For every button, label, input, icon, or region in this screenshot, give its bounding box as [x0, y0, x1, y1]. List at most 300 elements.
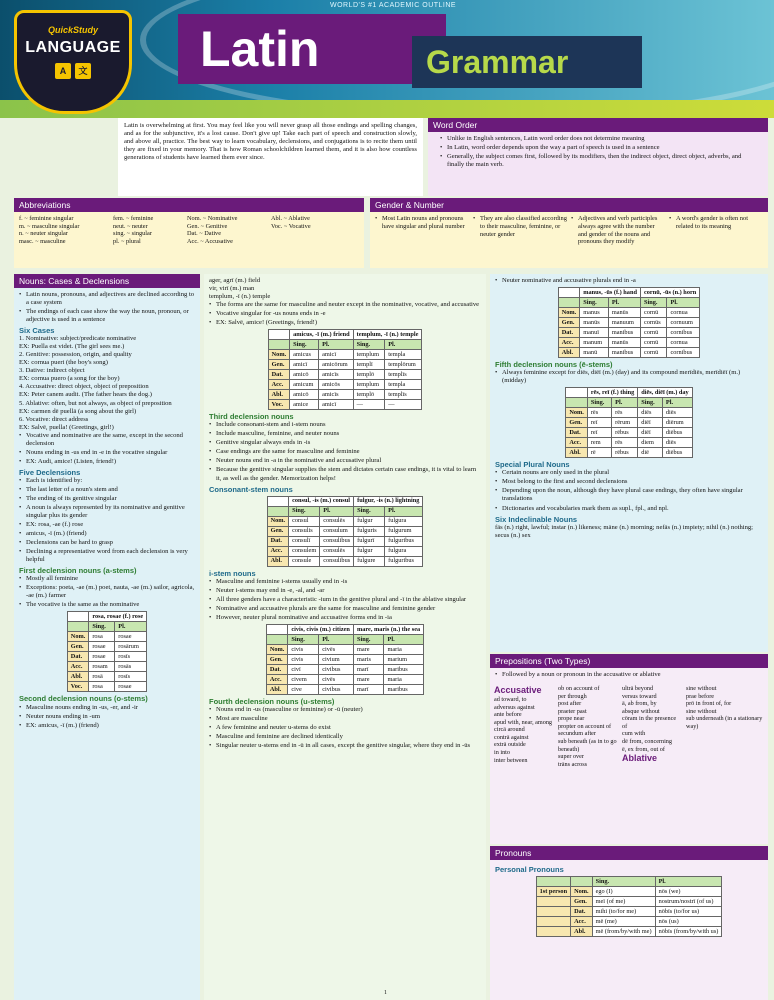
- table-row: [536, 897, 722, 907]
- table-caption: rosa, rosae (f.) rose: [89, 612, 147, 622]
- table-caption-row: [268, 330, 422, 340]
- table-cell: templa: [385, 350, 422, 360]
- table-cell: Abl.: [268, 390, 290, 400]
- table-cell: manus: [580, 308, 609, 318]
- table-cell: cive: [288, 684, 319, 694]
- table-row: [268, 360, 422, 370]
- table-cell: [266, 624, 288, 634]
- text-line: ager, agrī (m.) field: [209, 277, 261, 284]
- table-row: [566, 428, 692, 438]
- table-cell: [268, 330, 290, 340]
- table-row: [266, 674, 423, 684]
- table-cell: Nom.: [267, 516, 289, 526]
- table-cell: Dat.: [558, 328, 580, 338]
- table-cell: [536, 897, 570, 907]
- list-item: • A few feminine and neuter u-stems do exist: [209, 724, 481, 732]
- table-cell: [558, 288, 580, 298]
- table-cell: mē (me): [592, 917, 655, 927]
- text-line: sub beneath (as in to go beneath): [558, 737, 617, 753]
- table-cell: marī: [353, 664, 384, 674]
- table-cell: templīs: [385, 390, 422, 400]
- table-cell: cornū: [640, 328, 667, 338]
- prepositions-intro: [490, 668, 768, 683]
- fourth-fifth-panel: [490, 274, 768, 652]
- text-line: 3. Dative: indirect object: [19, 367, 85, 375]
- table-cell: civis: [288, 644, 319, 654]
- table-cell: cornibus: [667, 348, 700, 358]
- table-caption-row: [267, 496, 423, 506]
- table-cell: fulgura: [385, 516, 423, 526]
- table-cell: rosa: [89, 682, 115, 692]
- consonant-stem-heading: Consonant-stem nouns: [209, 484, 293, 494]
- list-item: • The last letter of a noun's stem and: [19, 486, 195, 494]
- table-row: [268, 400, 422, 410]
- list-item: • Because the genitive singular supplies the stem and dictates certain case endings, it is vital to learn it, as well as the gender. Memorization helps!: [209, 466, 481, 482]
- table-header-row: [536, 877, 722, 887]
- table-cell: marī: [353, 684, 384, 694]
- list-item: • Nominative and accusative plurals are the same for masculine and feminine gender: [209, 605, 481, 613]
- table-cell: diēs: [662, 408, 692, 418]
- text-line: 6. Vocative: direct address: [19, 415, 89, 423]
- list-item: • Masculine and feminine are declined identically: [209, 733, 481, 741]
- table-cell: cornū: [640, 308, 667, 318]
- table-cell: consulī: [289, 536, 320, 546]
- accusative-heading: Accusative: [494, 685, 542, 696]
- text-line: prope near: [558, 715, 585, 723]
- list-item: • Mostly all feminine: [19, 575, 195, 583]
- six-cases-heading: Six Cases: [19, 326, 55, 336]
- language-icon: [17, 63, 129, 79]
- list-item: • Include consonant-stem and i-stem nouns: [209, 421, 481, 429]
- abbreviations-panel: [14, 198, 364, 268]
- table-cell: Gen.: [571, 897, 593, 907]
- text-line: EX: carmen dē puellā (a song about the girl): [19, 407, 137, 415]
- table-header-row: [566, 398, 692, 408]
- table-cell: civium: [319, 654, 354, 664]
- table-cell: templō: [353, 370, 385, 380]
- table-cell: cornuum: [667, 318, 700, 328]
- table-cell: consulum: [320, 526, 354, 536]
- table-header-row: [266, 634, 423, 644]
- table-caption: cornū, -ūs (n.) horn: [640, 288, 699, 298]
- text-line: EX: Peter canem audit. (The father hears the dog.): [19, 391, 152, 399]
- table-cell: fulgur: [354, 516, 385, 526]
- list-item: • Most belong to the first and second declensions: [495, 478, 763, 486]
- table-header: Pl.: [612, 398, 638, 408]
- table-cell: cornū: [640, 348, 667, 358]
- table-cell: Nom.: [67, 632, 89, 642]
- table-row: [536, 917, 722, 927]
- prepositions-grid: [490, 683, 768, 770]
- second-decl-notes: [209, 301, 481, 327]
- fourth-declension-list: [209, 706, 481, 750]
- table-header: Sing.: [353, 634, 384, 644]
- table-cell: Abl.: [566, 448, 588, 458]
- civis-table: [209, 624, 481, 695]
- table-cell: fulguris: [354, 526, 385, 536]
- table-cell: marium: [384, 654, 424, 664]
- table-cell: consulem: [289, 546, 320, 556]
- table-row: [67, 682, 146, 692]
- text-line: inter between: [494, 756, 528, 764]
- table-cell: maris: [353, 654, 384, 664]
- declension-table: [536, 876, 723, 937]
- table-row: [566, 438, 692, 448]
- abbreviations-grid: [14, 212, 364, 249]
- table-row: [267, 556, 423, 566]
- table-header-row: [267, 506, 423, 516]
- table-cell: nōs (us): [655, 917, 722, 927]
- table-cell: civibus: [319, 684, 354, 694]
- table-cell: Dat.: [67, 652, 89, 662]
- table-row: [536, 887, 722, 897]
- nouns-panel: [14, 274, 200, 1000]
- table-cell: Gen.: [268, 360, 290, 370]
- fourth-decl-note: [495, 277, 763, 285]
- table-row: [566, 418, 692, 428]
- table-cell: templum: [353, 380, 385, 390]
- table-cell: fulguribus: [385, 536, 423, 546]
- text-line: propter on account of: [558, 722, 612, 730]
- table-header-row: [67, 622, 146, 632]
- title-main: Latin: [178, 14, 446, 84]
- table-cell: civem: [288, 674, 319, 684]
- table-caption: mare, maris (n.) the sea: [353, 624, 423, 634]
- text-line: ob on account of: [558, 685, 600, 693]
- table-cell: diēs: [662, 438, 692, 448]
- table-header: [67, 622, 89, 632]
- table-row: [67, 662, 146, 672]
- table-cell: rosae: [115, 632, 147, 642]
- text-line: absque without: [622, 707, 660, 715]
- second-declension-heading: Second declension nouns (o-stems): [19, 694, 148, 704]
- table-cell: cornūs: [640, 318, 667, 328]
- table-cell: diē: [638, 448, 663, 458]
- fifth-declension-list: [495, 369, 763, 385]
- table-cell: civis: [288, 654, 319, 664]
- list-item: • Generally, the subject comes first, followed by its modifiers, then the indirect object, direct object, adverbs, and finally the main verb.: [440, 153, 760, 169]
- word-order-list: [428, 132, 768, 169]
- text-line: circā around: [494, 726, 525, 734]
- abbr-cell: masc. ~ masculine: [19, 238, 66, 246]
- table-cell: rosīs: [115, 672, 147, 682]
- text-line: EX: Puella est videt. (The girl sees me.): [19, 343, 125, 351]
- table-header: Sing.: [640, 298, 667, 308]
- table-header: Sing.: [353, 340, 385, 350]
- table-header: Pl.: [319, 340, 354, 350]
- list-item: • Nouns end in -us (masculine or feminine) or -ū (neuter): [209, 706, 481, 714]
- table-cell: mihi (to/for me): [592, 907, 655, 917]
- text-line: extrā outside: [494, 741, 526, 749]
- table-header: Sing.: [89, 622, 115, 632]
- table-cell: [267, 496, 289, 506]
- table-row: [267, 546, 423, 556]
- text-line: vir, virī (m.) man: [209, 285, 255, 293]
- table-cell: manūs: [580, 318, 609, 328]
- prepositions-intro-item: • Followed by a noun or pronoun in the accusative or ablative: [495, 671, 763, 679]
- list-item: • EX: amicus, -ī (m.) (friend): [19, 722, 195, 730]
- consul-table: [209, 496, 481, 567]
- table-cell: Abl.: [266, 684, 288, 694]
- table-cell: ego (I): [592, 887, 655, 897]
- text-line: super over: [558, 753, 584, 761]
- table-cell: Dat.: [268, 370, 290, 380]
- table-cell: manūs: [608, 338, 640, 348]
- list-item: • Certain nouns are only used in the plural: [495, 469, 763, 477]
- table-cell: templum: [353, 350, 385, 360]
- table-cell: fulgur: [354, 546, 385, 556]
- table-row: [267, 516, 423, 526]
- table-row: [566, 408, 692, 418]
- table-cell: maria: [384, 644, 424, 654]
- table-cell: consule: [289, 556, 320, 566]
- table-header: Pl.: [655, 877, 722, 887]
- table-row: [536, 927, 722, 937]
- table-cell: Acc.: [558, 338, 580, 348]
- list-item: • Unlike in English sentences, Latin word order does not determine meaning: [440, 135, 760, 143]
- table-cell: amicī: [319, 350, 354, 360]
- table-cell: manuī: [580, 328, 609, 338]
- fifth-declension-heading: Fifth declension nouns (ē-stems): [495, 360, 613, 370]
- table-row: [67, 652, 146, 662]
- table-caption: civis, civis (m.) citizen: [288, 624, 354, 634]
- prep-col-3: [622, 685, 682, 768]
- table-cell: —: [385, 400, 422, 410]
- table-row: [558, 348, 700, 358]
- table-cell: civibus: [319, 664, 354, 674]
- abbr-cell: Gen. ~ Genitive: [187, 222, 228, 230]
- i-stem-heading: i-stem nouns: [209, 568, 256, 578]
- table-cell: Gen.: [566, 418, 588, 428]
- table-cell: cornua: [667, 338, 700, 348]
- table-cell: Abl.: [267, 556, 289, 566]
- special-plural-heading: Special Plural Nouns: [495, 460, 570, 470]
- text-line: adversus against: [494, 703, 535, 711]
- table-cell: Abl.: [571, 927, 593, 937]
- prep-col-4: [686, 685, 768, 768]
- table-cell: maribus: [384, 664, 424, 674]
- table-header: [571, 877, 593, 887]
- text-line: prae before: [686, 692, 714, 700]
- five-declensions-list: [19, 477, 195, 564]
- list-item: • Neuter nouns end in -a in the nominative and accusative plural: [209, 457, 481, 465]
- ablative-heading: Ablative: [622, 753, 658, 764]
- pronouns-panel: [490, 846, 768, 1000]
- amicus-table: [209, 329, 481, 410]
- table-row: [268, 370, 422, 380]
- special-plural-list: [495, 469, 763, 512]
- table-cell: Gen.: [266, 654, 288, 664]
- abbr-cell: Nom. ~ Nominative: [187, 215, 238, 222]
- table-cell: consulēs: [320, 516, 354, 526]
- five-declensions-heading: Five Declensions: [19, 467, 81, 477]
- table-header: Pl.: [385, 340, 422, 350]
- table-header: Pl.: [662, 398, 692, 408]
- list-item: • Vocative singular for -us nouns ends in -e: [209, 310, 481, 318]
- declension-table: [558, 287, 701, 358]
- text-line: dē from, concerning: [622, 737, 672, 745]
- table-cell: cornū: [640, 338, 667, 348]
- table-row: [268, 390, 422, 400]
- table-header-row: [558, 298, 700, 308]
- table-cell: amicīs: [319, 390, 354, 400]
- table-header: Sing.: [587, 398, 611, 408]
- list-item: • Neuter nominative and accusative plurals end in -a: [495, 277, 763, 285]
- table-row: [558, 308, 700, 318]
- table-cell: diēī: [638, 428, 663, 438]
- table-header: Sing.: [354, 506, 385, 516]
- list-item: • Dictionaries and vocabularies mark them as supl., fpl., and npl.: [495, 505, 763, 513]
- third-declension-list: [209, 421, 481, 482]
- table-cell: consulis: [289, 526, 320, 536]
- table-cell: rosa: [89, 632, 115, 642]
- table-cell: Gen.: [558, 318, 580, 328]
- table-caption: amicus, -ī (m.) friend: [290, 330, 354, 340]
- table-row: [267, 536, 423, 546]
- table-cell: fulgura: [385, 546, 423, 556]
- text-line: cōram in the presence of: [622, 715, 677, 730]
- table-row: [268, 350, 422, 360]
- list-item: • Genitive singular always ends in -is: [209, 439, 481, 447]
- table-cell: rosae: [89, 652, 115, 662]
- table-cell: consulēs: [320, 546, 354, 556]
- table-cell: fulgure: [354, 556, 385, 566]
- tagline: WORLD'S #1 ACADEMIC OUTLINE: [330, 2, 457, 9]
- table-cell: Acc.: [67, 662, 89, 672]
- table-header: Sing.: [580, 298, 609, 308]
- table-cell: templōrum: [385, 360, 422, 370]
- list-item: • EX: rosa, -ae (f.) rose: [19, 521, 195, 529]
- abbr-cell: sing. ~ singular: [113, 230, 152, 238]
- table-row: [558, 318, 700, 328]
- declension-table: [565, 387, 692, 458]
- table-header-row: [268, 340, 422, 350]
- abbr-cell: fem. ~ feminine: [113, 215, 154, 222]
- list-item: • Declining a representative word from each declension is very helpful: [19, 548, 195, 564]
- table-cell: nōs (we): [655, 887, 722, 897]
- rosa-table: [19, 611, 195, 692]
- abbr-cell: pl. ~ plural: [113, 238, 141, 246]
- table-header: Sing.: [290, 340, 319, 350]
- second-declension-list: [19, 704, 195, 730]
- list-item: • The endings of each case show the way the noun, pronoun, or adjective is used in a sentence: [19, 308, 195, 324]
- text-line: ultrā beyond: [622, 685, 654, 693]
- table-cell: Dat.: [267, 536, 289, 546]
- table-caption-row: [566, 388, 692, 398]
- list-item: • Depending upon the noun, although they have plural case endings, they often have singular translations: [495, 487, 763, 503]
- list-item: • Declensions can be hard to grasp: [19, 539, 195, 547]
- list-item: • amicus, -ī (m.) (friend): [19, 530, 195, 538]
- table-cell: diēs: [638, 408, 663, 418]
- table-cell: rēs: [587, 408, 611, 418]
- list-item: • Latin nouns, pronouns, and adjectives are declined according to a case system: [19, 291, 195, 307]
- table-cell: manū: [580, 348, 609, 358]
- quickstudy-logo: [14, 10, 132, 114]
- table-cell: rem: [587, 438, 611, 448]
- list-item: • EX: Salvē, amice! (Greetings, friend!): [209, 319, 481, 327]
- table-header: [558, 298, 580, 308]
- table-cell: amice: [290, 400, 319, 410]
- table-row: [266, 644, 423, 654]
- table-cell: Nom.: [571, 887, 593, 897]
- text-line: sine without: [686, 707, 717, 715]
- table-cell: maribus: [384, 684, 424, 694]
- text-line: versus toward: [622, 692, 657, 700]
- table-cell: rēs: [612, 408, 638, 418]
- table-row: [67, 632, 146, 642]
- table-cell: amicum: [290, 380, 319, 390]
- table-row: [67, 672, 146, 682]
- text-line: EX: cornua puero (a song for the boy): [19, 375, 120, 383]
- abbr-cell: f. ~ feminine singular: [19, 215, 74, 222]
- list-item: • The forms are the same for masculine and neuter except in the nominative, vocative, and accusative: [209, 301, 481, 309]
- table-cell: Acc.: [566, 438, 588, 448]
- personal-pronoun-table: [495, 876, 763, 937]
- table-cell: Nom.: [268, 350, 290, 360]
- table-cell: Voc.: [268, 400, 290, 410]
- table-header: [536, 877, 570, 887]
- logo-language: LANGUAGE: [25, 38, 121, 56]
- table-cell: maria: [384, 674, 424, 684]
- list-item: • Neuter nouns ending in -um: [19, 713, 195, 721]
- list-item: • EX: Audi, amice! (Listen, friend!): [19, 458, 195, 466]
- manus-table: [495, 287, 763, 358]
- abbr-cell: [271, 230, 361, 238]
- prep-col-3-lines: [622, 685, 682, 753]
- list-item: • In Latin, word order depends upon the way a part of speech is used in a sentence: [440, 144, 760, 152]
- first-declension-heading: First declension nouns (a-stems): [19, 566, 137, 576]
- declension-table: [267, 496, 424, 567]
- table-cell: reī: [587, 418, 611, 428]
- table-header: [266, 634, 288, 644]
- table-cell: consulibus: [320, 556, 354, 566]
- table-cell: civī: [288, 664, 319, 674]
- table-cell: mē (from/by/with me): [592, 927, 655, 937]
- table-cell: [536, 907, 570, 917]
- text-line: EX: Salvē, puella! (Greetings, girl!): [19, 423, 114, 431]
- table-header: [566, 398, 588, 408]
- table-cell: manum: [580, 338, 609, 348]
- list-item: • Include masculine, feminine, and neuter nouns: [209, 430, 481, 438]
- table-cell: cornibus: [667, 328, 700, 338]
- table-cell: Voc.: [67, 682, 89, 692]
- gender-number-panel: [370, 198, 768, 268]
- prep-col-1: [494, 685, 554, 768]
- table-caption-row: [67, 612, 146, 622]
- declension-table: [268, 329, 423, 410]
- table-cell: Nom.: [558, 308, 580, 318]
- table-cell: templa: [385, 380, 422, 390]
- table-cell: amicōrum: [319, 360, 354, 370]
- table-row: [266, 654, 423, 664]
- abbr-cell: Voc. ~ Vocative: [271, 222, 311, 230]
- table-row: [266, 664, 423, 674]
- text-line: 2. Genitive: possession, origin, and quality: [19, 351, 132, 359]
- table-header: Pl.: [319, 634, 354, 644]
- list-item: • Vocative and nominative are the same, except in the second declension: [19, 432, 195, 448]
- declensions-panel: [204, 274, 486, 1000]
- text-line: per through: [558, 692, 587, 700]
- table-cell: Acc.: [571, 917, 593, 927]
- abbr-cell: Dat. ~ Dative: [187, 230, 222, 238]
- indeclinable-text: fās (n.) right, lawful; instar (n.) likeness; māne (n.) morning; nefās (n.) impiety; nihil (n.) nothing; secus (n.) sex: [495, 523, 754, 539]
- list-item: • A noun is always represented by its nominative and genitive singular plus its gender: [19, 504, 195, 520]
- table-caption: manus, -ūs (f.) hand: [580, 288, 641, 298]
- list-item: • Adjectives and verb participles always agree with the number and gender of the nouns and pronouns they modify: [571, 215, 665, 246]
- table-caption-row: [266, 624, 423, 634]
- list-item: • The vocative is the same as the nominative: [19, 601, 195, 609]
- table-header: Sing.: [289, 506, 320, 516]
